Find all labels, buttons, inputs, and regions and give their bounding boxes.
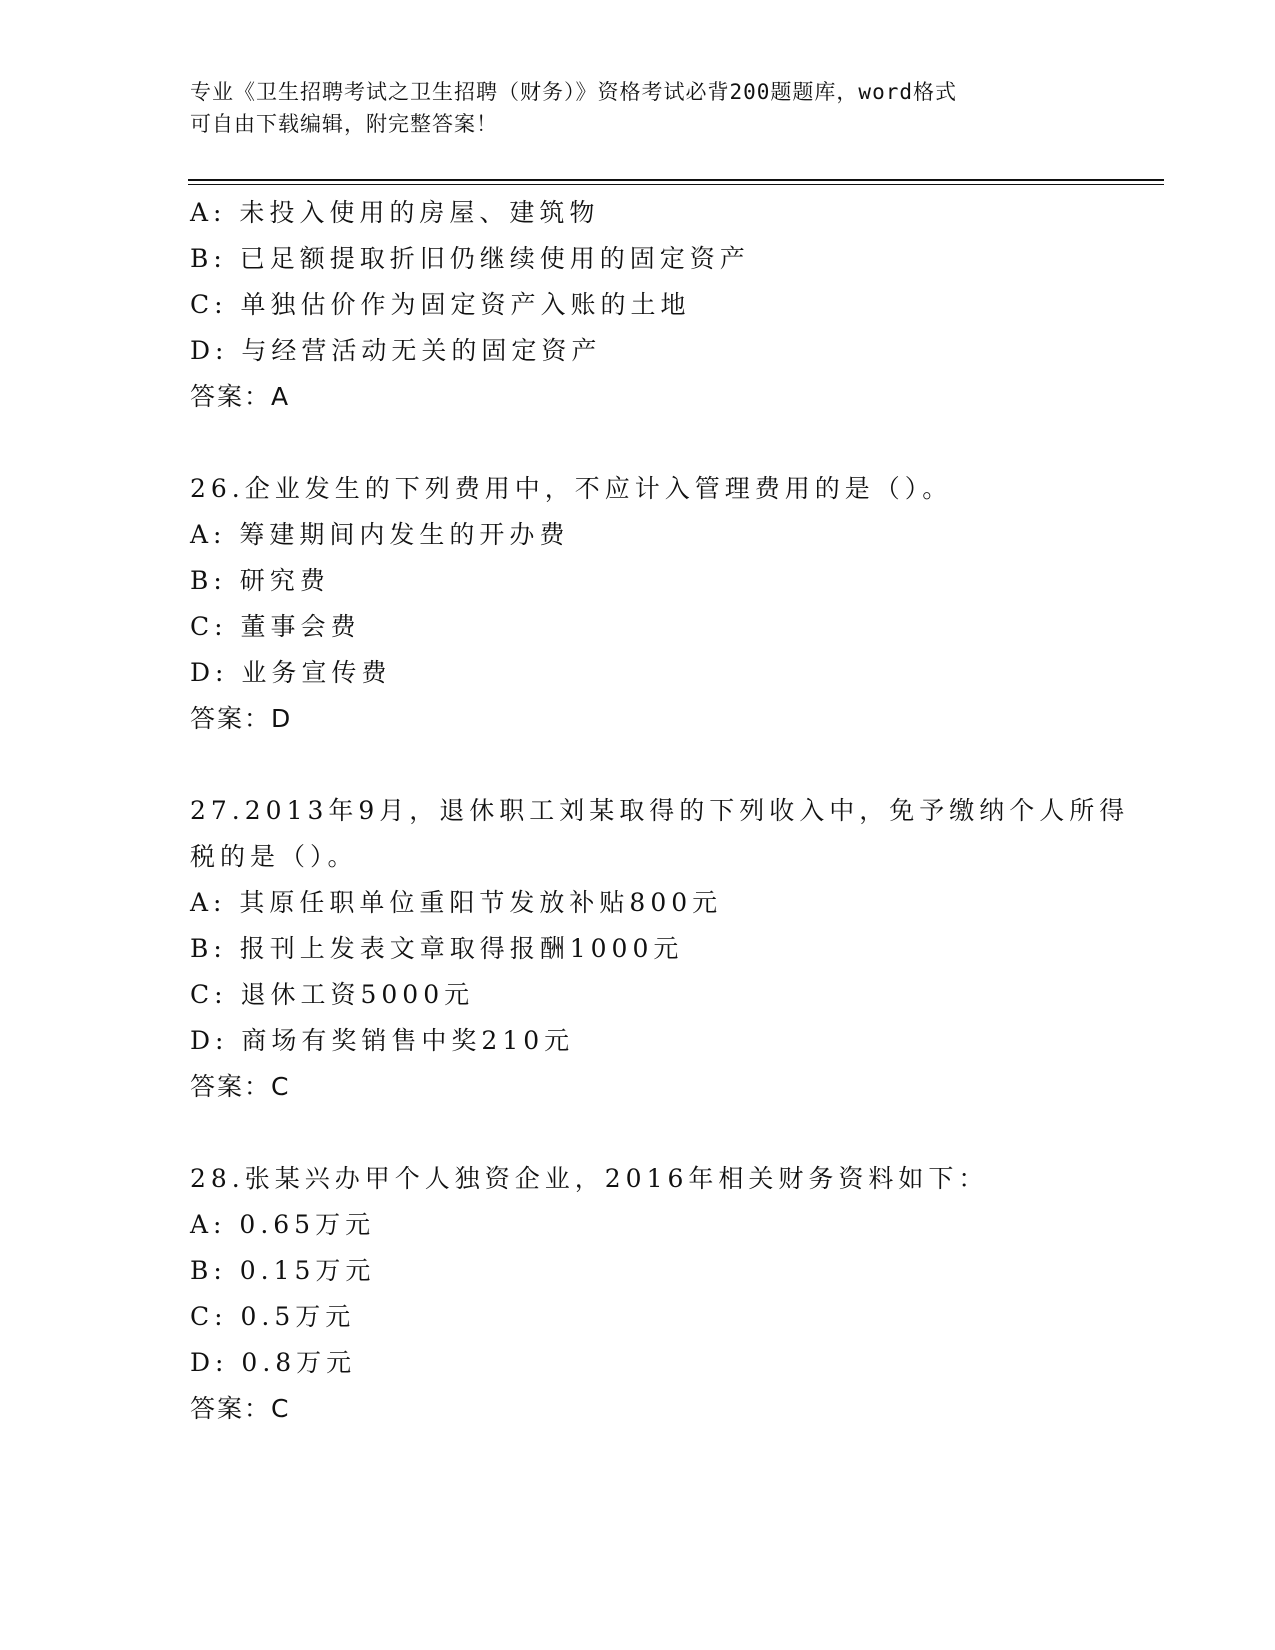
question-stem-line-2: 税的是（）。 [190,842,358,871]
option-b: B: 已足额提取折旧仍继续使用的固定资产 [190,244,750,273]
spacer [190,420,1170,466]
option-a: A: 其原任职单位重阳节发放补贴800元 [190,888,723,917]
answer-line: 答案：A [190,382,291,411]
option-d: D: 与经营活动无关的固定资产 [190,336,602,365]
spacer [190,1110,1170,1156]
question-27 [190,788,1170,1110]
header-divider-thin [188,184,1164,185]
question-stem-line-1: 27.2013年9月，退休职工刘某取得的下列收入中，免予缴纳个人所得 [190,796,1130,825]
question-28 [190,1156,1170,1432]
option-d: D: 业务宣传费 [190,658,392,687]
question-25 [190,190,1170,420]
option-a: A: 未投入使用的房屋、建筑物 [190,198,600,227]
option-b: B: 报刊上发表文章取得报酬1000元 [190,934,684,963]
option-a: A: 0.65万元 [190,1210,376,1239]
option-b: B: 0.15万元 [190,1256,376,1285]
answer-line: 答案：D [190,704,293,733]
option-c: C: 董事会费 [190,612,361,641]
option-b: B: 研究费 [190,566,330,595]
option-c: C: 单独估价作为固定资产入账的土地 [190,290,691,319]
answer-line: 答案：C [190,1394,291,1423]
question-stem: 28.张某兴办甲个人独资企业，2016年相关财务资料如下： [190,1164,989,1193]
header-line-2: 可自由下载编辑，附完整答案！ [190,112,498,136]
question-stem: 26.企业发生的下列费用中，不应计入管理费用的是（）。 [190,474,953,503]
option-a: A: 筹建期间内发生的开办费 [190,520,570,549]
question-list [190,190,1170,1432]
question-26 [190,466,1170,742]
option-d: D: 商场有奖销售中奖210元 [190,1026,575,1055]
spacer [190,742,1170,788]
header-divider-thick [188,179,1164,181]
header-line-1: 专业《卫生招聘考试之卫生招聘（财务）》资格考试必背200题题库，word格式 [190,80,957,104]
answer-line: 答案：C [190,1072,291,1101]
option-c: C: 0.5万元 [190,1302,356,1331]
option-d: D: 0.8万元 [190,1348,357,1377]
option-c: C: 退休工资5000元 [190,980,475,1009]
document-header [190,76,1090,140]
